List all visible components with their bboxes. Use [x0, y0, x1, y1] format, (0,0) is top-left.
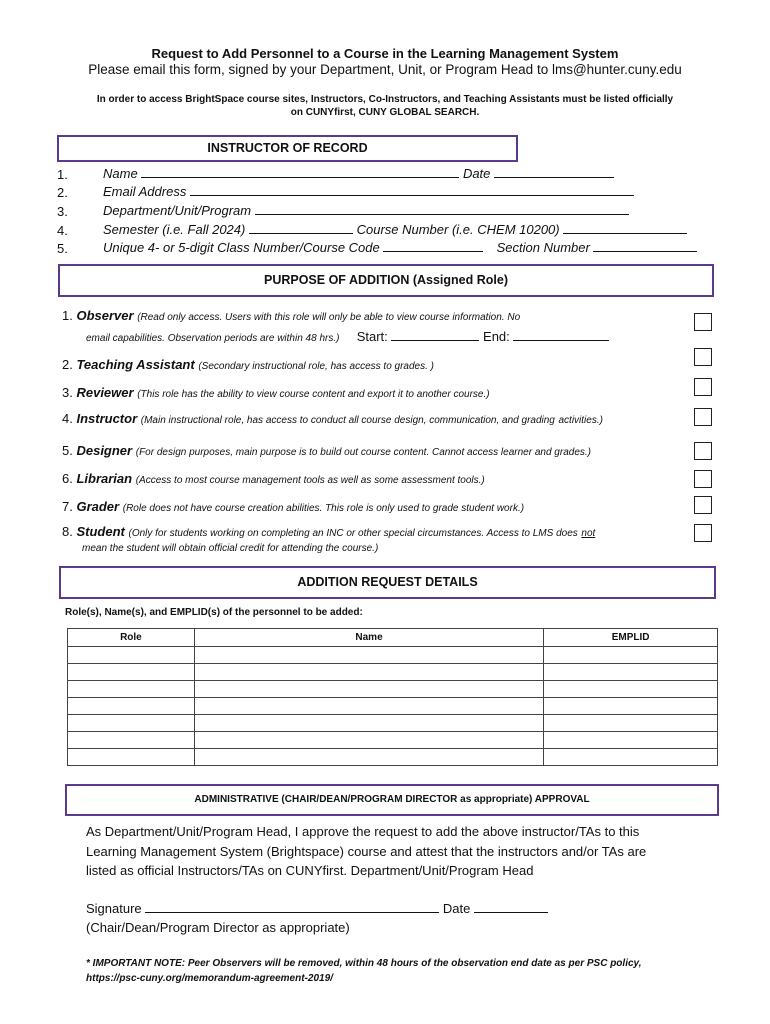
role-number: 4. [62, 411, 73, 426]
role-description: (Read only access. Users with this role will only be able to view course information. No [137, 312, 521, 323]
class-number-field[interactable] [383, 239, 483, 252]
table-row [68, 664, 718, 681]
course-number-label: Course Number (i.e. CHEM 10200) [356, 222, 560, 237]
role-column-header: Role [68, 629, 195, 647]
table-row [68, 732, 718, 749]
form-title: Request to Add Personnel to a Course in the Learning Management System [151, 46, 619, 61]
notice-line-2: on CUNYfirst, CUNY GLOBAL SEARCH. [290, 107, 480, 118]
name-cell[interactable] [194, 732, 543, 749]
role-grader [62, 499, 524, 514]
signature-caption: (Chair/Dean/Program Director as appropriate) [86, 920, 350, 935]
approval-line-3: listed as official Instructors/TAs on CUNYfirst. Department/Unit/Program Head [86, 863, 534, 878]
emplid-cell[interactable] [544, 647, 718, 664]
role-name: Librarian [76, 471, 133, 486]
approval-date-label: Date [442, 900, 471, 916]
note-link[interactable]: https://psc-cuny.org/memorandum-agreement-2019/ [86, 973, 333, 984]
student-description-cont [82, 539, 378, 554]
role-librarian [62, 471, 485, 486]
role-number: 5. [62, 443, 73, 458]
instructor-section-header: INSTRUCTOR OF RECORD [57, 135, 518, 162]
class-number-row [103, 239, 697, 255]
emplid-cell[interactable] [544, 715, 718, 732]
instructor-checkbox[interactable] [694, 408, 712, 426]
role-designer [62, 443, 591, 458]
name-cell[interactable] [194, 647, 543, 664]
table-header-row [68, 629, 718, 647]
item-number: 4. [57, 223, 68, 238]
class-number-label: Unique 4- or 5-digit Class Number/Course Code [103, 240, 380, 255]
role-description: (Access to most course management tools as well as some assessment tools.) [135, 475, 485, 486]
librarian-checkbox[interactable] [694, 470, 712, 488]
role-cell[interactable] [68, 715, 195, 732]
approval-line-1: As Department/Unit/Program Head, I approve the request to add the above instructor/TAs to this [86, 824, 640, 839]
department-field[interactable] [255, 202, 629, 215]
item-number: 5. [57, 241, 68, 256]
approval-date-field[interactable] [474, 899, 548, 913]
section-number-field[interactable] [593, 239, 697, 252]
role-cell[interactable] [68, 732, 195, 749]
notice-line-1: In order to access BrightSpace course sites, Instructors, Co-Instructors, and Teaching Assistants must be listed officially [96, 94, 674, 105]
role-number: 8. [62, 524, 73, 539]
role-cell[interactable] [68, 749, 195, 766]
semester-label: Semester (i.e. Fall 2024) [103, 222, 246, 237]
table-row [68, 715, 718, 732]
item-number: 2. [57, 185, 68, 200]
email-field[interactable] [190, 183, 634, 196]
date-label: Date [462, 166, 491, 181]
signature-label: Signature [86, 900, 142, 916]
teaching-assistant-checkbox[interactable] [694, 348, 712, 366]
role-instructor [62, 411, 603, 426]
name-cell[interactable] [194, 715, 543, 732]
start-field[interactable] [391, 328, 479, 341]
semester-row [103, 221, 687, 237]
emplid-column-header: EMPLID [544, 629, 718, 647]
email-row [103, 183, 634, 199]
emplid-cell[interactable] [544, 732, 718, 749]
important-note [86, 956, 726, 986]
role-name: Reviewer [76, 385, 134, 400]
name-column-header: Name [194, 629, 543, 647]
item-number: 1. [57, 167, 68, 182]
name-cell[interactable] [194, 749, 543, 766]
role-name: Designer [76, 443, 133, 458]
role-description: (Role does not have course creation abilities. This role is only used to grade student work.) [122, 503, 525, 514]
grader-checkbox[interactable] [694, 496, 712, 514]
name-row [103, 165, 614, 181]
signature-field[interactable] [145, 899, 439, 913]
role-description: (Only for students working on completing an INC or other special circumstances. Access to LMS does [128, 528, 578, 539]
name-cell[interactable] [194, 681, 543, 698]
role-student [62, 524, 595, 539]
approval-statement [86, 822, 726, 938]
role-number: 6. [62, 471, 73, 486]
role-cell[interactable] [68, 647, 195, 664]
student-checkbox[interactable] [694, 524, 712, 542]
role-number: 3. [62, 385, 73, 400]
role-description: (This role has the ability to view course content and export it to another course.) [137, 389, 490, 400]
role-reviewer [62, 385, 490, 400]
end-field[interactable] [513, 328, 609, 341]
access-notice [0, 93, 770, 119]
start-label: Start: [356, 329, 388, 344]
approval-line-2: Learning Management System (Brightspace) course and attest that the instructors and/or TAs are [86, 843, 647, 859]
role-number: 1. [62, 308, 73, 323]
name-label: Name [103, 166, 138, 181]
role-cell[interactable] [68, 681, 195, 698]
role-description-tail: activities.) [558, 415, 603, 426]
item-number: 3. [57, 204, 68, 219]
date-field[interactable] [494, 165, 614, 178]
designer-checkbox[interactable] [694, 442, 712, 460]
role-description-cont: email capabilities. Observation periods are within 48 hrs.) [86, 333, 340, 344]
role-number: 7. [62, 499, 73, 514]
role-cell[interactable] [68, 664, 195, 681]
role-cell[interactable] [68, 698, 195, 715]
observer-period-row [86, 328, 609, 344]
reviewer-checkbox[interactable] [694, 378, 712, 396]
role-name: Observer [76, 308, 134, 323]
table-row [68, 681, 718, 698]
role-teaching-assistant [62, 357, 434, 372]
role-description: (Secondary instructional role, has access to grades. ) [198, 361, 434, 372]
form-subtitle: Please email this form, signed by your Department, Unit, or Program Head to lms@hunter.cuny.edu [88, 62, 682, 77]
semester-field[interactable] [249, 221, 353, 234]
section-number-label: Section Number [496, 240, 590, 255]
role-number: 2. [62, 357, 73, 372]
name-field[interactable] [141, 165, 459, 178]
role-name: Teaching Assistant [76, 357, 195, 372]
name-cell[interactable] [194, 698, 543, 715]
request-intro: Role(s), Name(s), and EMPLID(s) of the personnel to be added: [65, 607, 363, 618]
purpose-section-header: PURPOSE OF ADDITION (Assigned Role) [58, 264, 714, 297]
emplid-cell[interactable] [544, 749, 718, 766]
table-row [68, 749, 718, 766]
observer-checkbox[interactable] [694, 313, 712, 331]
role-name: Grader [76, 499, 120, 514]
role-name: Instructor [76, 411, 138, 426]
name-cell[interactable] [194, 664, 543, 681]
personnel-table [67, 628, 718, 766]
role-description-emphasis: not [581, 528, 596, 539]
end-label: End: [483, 329, 510, 344]
course-number-field[interactable] [563, 221, 687, 234]
note-line-1: * IMPORTANT NOTE: Peer Observers will be removed, within 48 hours of the observation end date as per PSC policy, [86, 958, 642, 969]
role-observer [62, 308, 520, 323]
email-label: Email Address [103, 184, 187, 199]
signature-row [86, 899, 726, 919]
role-name: Student [76, 524, 125, 539]
table-row [68, 698, 718, 715]
department-row [103, 202, 629, 218]
department-label: Department/Unit/Program [103, 203, 252, 218]
role-description-cont: mean the student will obtain official credit for attending the course.) [82, 543, 379, 554]
emplid-cell[interactable] [544, 681, 718, 698]
table-row [68, 647, 718, 664]
emplid-cell[interactable] [544, 698, 718, 715]
request-section-header: ADDITION REQUEST DETAILS [59, 566, 716, 599]
role-description: (Main instructional role, has access to conduct all course design, communication, and grading [140, 415, 555, 426]
approval-section-header: ADMINISTRATIVE (CHAIR/DEAN/PROGRAM DIRECTOR as appropriate) APPROVAL [65, 784, 719, 816]
role-description: (For design purposes, main purpose is to build out course content. Cannot access learner and grades.) [135, 447, 591, 458]
emplid-cell[interactable] [544, 664, 718, 681]
